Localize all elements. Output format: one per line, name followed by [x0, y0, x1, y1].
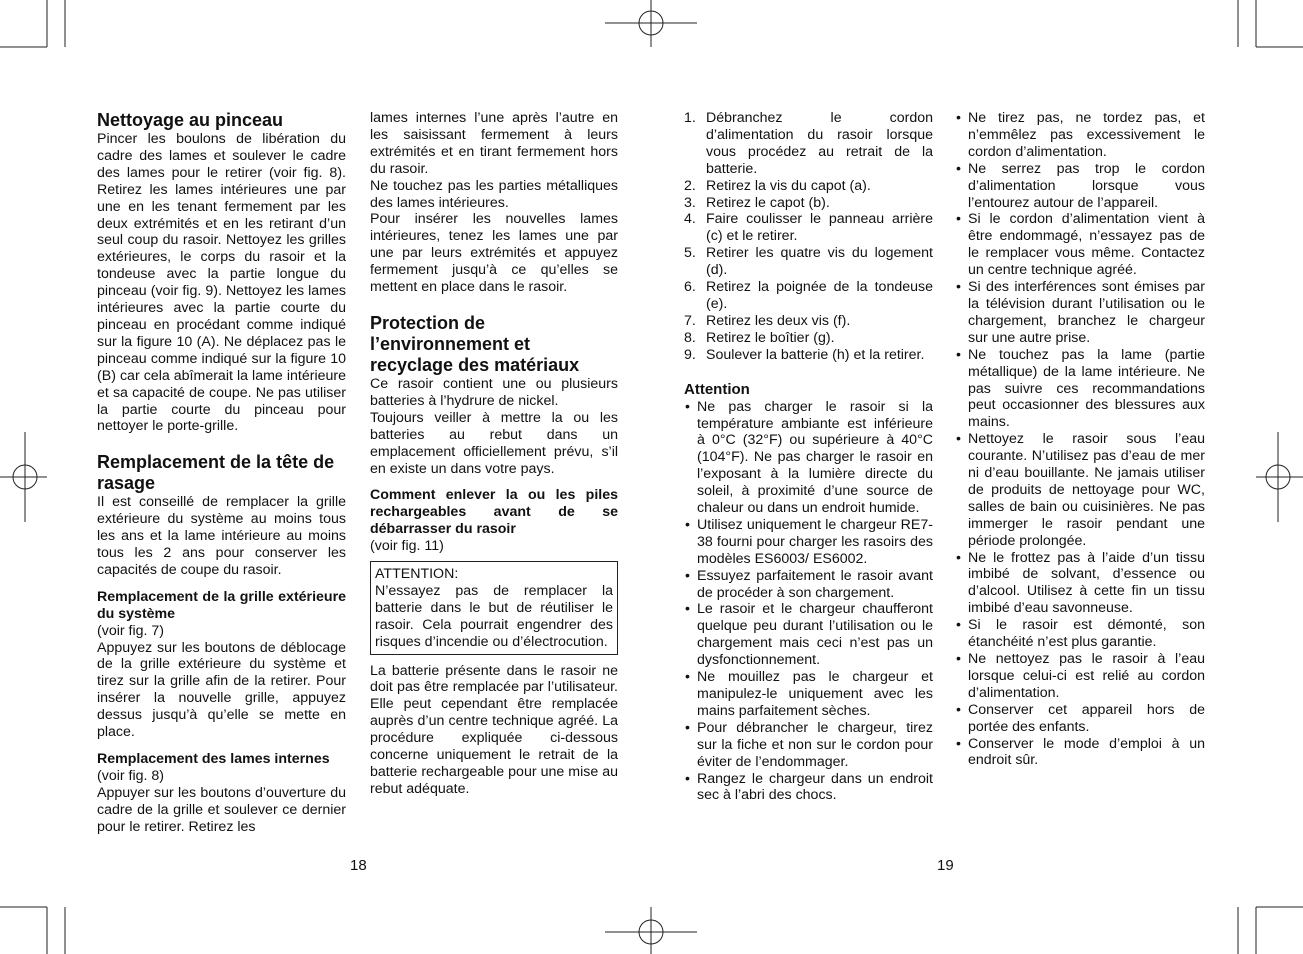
step-item	[684, 279, 933, 313]
attention-bullets-col4	[955, 110, 1205, 769]
bullet-item	[955, 211, 1205, 279]
bullet-dot-icon: •	[956, 701, 961, 718]
bullet-dot-icon: •	[956, 110, 961, 126]
bullet-dot-icon: •	[956, 651, 961, 667]
step-item	[684, 330, 933, 347]
step-text: Faire coulisser le panneau arrière (c) et le retirer.	[706, 211, 933, 245]
column-2	[370, 110, 618, 798]
bullet-item	[684, 568, 933, 602]
bullet-text: Si le rasoir est démonté, son étanchéité n’est plus garantie.	[968, 617, 1205, 651]
step-item	[684, 195, 933, 212]
bullet-item	[684, 771, 933, 805]
bullet-dot-icon: •	[956, 617, 961, 634]
bullet-dot-icon: •	[685, 719, 690, 736]
subsection-title-outer-foil: Remplacement de la grille extérieure du système	[97, 588, 346, 622]
bullet-dot-icon: •	[685, 669, 690, 686]
bullet-item	[955, 279, 1205, 347]
environment-text-2: Toujours veiller à mettre la ou les batteries au rebut dans un emplacement officiellement prévu, s’il en existe un dans votre pays.	[370, 409, 618, 477]
bullet-item	[955, 736, 1205, 770]
bullet-item	[955, 617, 1205, 651]
bullet-dot-icon: •	[956, 279, 961, 296]
step-text: Retirez les deux vis (f).	[706, 312, 851, 329]
bullet-text: Conserver le mode d’emploi à un endroit sûr.	[968, 735, 1205, 769]
step-number: 1.	[684, 110, 696, 126]
bullet-dot-icon: •	[956, 549, 961, 566]
removal-steps-list	[684, 110, 933, 364]
step-item	[684, 211, 933, 245]
bullet-item	[955, 702, 1205, 736]
step-text: Retirez la poignée de la tondeuse (e).	[706, 279, 933, 312]
bullet-text: Conserver cet appareil hors de portée des enfants.	[968, 701, 1205, 735]
bullet-dot-icon: •	[685, 601, 690, 618]
step-number: 8.	[684, 329, 696, 346]
bullet-text: Nettoyez le rasoir sous l’eau courante. N’utilisez pas d’eau de mer ni d’eau bouillante. Ne jamais utiliser de produits de nettoyage pour WC, salles de bain ou cuisinières. Ne pas immerger le rasoir pendant une période prolongée.	[968, 431, 1205, 549]
bullet-dot-icon: •	[685, 770, 690, 787]
step-number: 4.	[684, 211, 696, 228]
bullet-item	[684, 517, 933, 568]
step-number: 3.	[684, 194, 696, 211]
step-text: Débranchez le cordon d’alimentation du rasoir lorsque vous procédez au retrait de la batterie.	[706, 110, 933, 177]
bullet-text: Si des interférences sont émises par la télévision durant l’utilisation ou le chargement, branchez le chargeur sur une autre prise.	[968, 279, 1205, 346]
step-item	[684, 313, 933, 330]
bullet-text: Ne mouillez pas le chargeur et manipulez-le uniquement avec les mains parfaitement sèches.	[697, 669, 933, 719]
bullet-text: Ne serrez pas trop le cordon d’alimentation lorsque vous l’entourez autour de l’appareil.	[968, 160, 1205, 211]
bullet-text: Si le cordon d’alimentation vient à être endommagé, n’essayez pas de le remplacer vous même. Contactez un centre technique agréé.	[968, 211, 1205, 279]
bullet-item	[955, 347, 1205, 432]
inner-blades-text-continued: lames internes l’une après l’autre en les saisissant fermement à leurs extrémités et en tirant fermement hors du rasoir.	[370, 110, 618, 177]
attention-box-text: N’essayez pas de remplacer la batterie dans le but de réutiliser le rasoir. Cela pourrait engendrer des risques d’incendie ou d’électrocution.	[375, 582, 613, 650]
step-number: 6.	[684, 279, 696, 296]
inner-blades-figure-ref: (voir fig. 8)	[97, 767, 165, 784]
bullet-item	[955, 431, 1205, 549]
bullet-text: Ne nettoyez pas le rasoir à l’eau lorsque celui-ci est relié au cordon d’alimentation.	[968, 651, 1205, 701]
bullet-dot-icon: •	[956, 160, 961, 177]
section-title-brush-cleaning: Nettoyage au pinceau	[97, 110, 284, 130]
page-number-left: 18	[350, 857, 367, 874]
attention-bullets-col3	[684, 399, 933, 805]
bullet-dot-icon: •	[956, 735, 961, 752]
bullet-text: Essuyez parfaitement le rasoir avant de procéder à son chargement.	[697, 567, 933, 601]
outer-foil-figure-ref: (voir fig. 7)	[97, 622, 165, 639]
step-text: Retirez le boîtier (g).	[706, 329, 835, 346]
bullet-dot-icon: •	[685, 516, 690, 533]
bullet-item	[955, 550, 1205, 618]
bullet-text: Le rasoir et le chargeur chaufferont quelque peu durant l’utilisation ou le chargement mais ceci n’est pas un dysfonctionnement.	[697, 601, 933, 669]
bullet-dot-icon: •	[685, 398, 690, 415]
bullet-item	[955, 161, 1205, 212]
step-number: 5.	[684, 245, 696, 262]
column-1	[97, 110, 346, 836]
brush-cleaning-text: Pincer les boulons de libération du cadre des lames et soulever le cadre des lames pour le retirer (voir fig. 8). Retirez les lames intérieures une par une en les tenant fermement par les deux extrémités et en les retirant d’un seul coup du rasoir. Nettoyez les grilles extérieures, le corps du rasoir et la tondeuse avec la partie longue du pinceau (voir fig. 9). Nettoyez les lames intérieures avec la partie courte du pinceau en procédant comme indiqué sur la figure 10 (A). Ne déplacez pas le pinceau comme indiqué sur la figure 10 (B) car cela abîmerait la lame intérieure et sa capacité de coupe. Ne pas utiliser la partie courte du pinceau pour nettoyer le porte-grille.	[97, 131, 346, 435]
bullet-dot-icon: •	[956, 346, 961, 363]
bullet-text: Ne pas charger le rasoir si la température ambiante est inférieure à 0°C (32°F) ou supérieure à 40°C (104°F). Ne pas charger le rasoir en l’exposant à la lumière directe du soleil, à proximité d’une source de chaleur ou dans un endroit humide.	[697, 398, 933, 517]
outer-foil-text: Appuyez sur les boutons de déblocage de la grille extérieure du système et tirez sur la grille afin de la retirer. Pour insérer la nouvelle grille, appuyez dessus jusqu’à qu’elle se mette en place.	[97, 639, 346, 741]
bullet-dot-icon: •	[956, 211, 961, 228]
attention-box-title: ATTENTION:	[375, 566, 459, 583]
bullet-item	[684, 601, 933, 669]
head-replacement-text: Il est conseillé de remplacer la grille extérieure du système au moins tous les ans et la lame intérieure au moins tous les 2 ans pour conserver les capacités de coupe du rasoir.	[97, 494, 346, 578]
subsection-title-battery-removal: Comment enlever la ou les piles rechargeables avant de se débarrasser du rasoir	[370, 487, 618, 538]
bullet-item	[955, 110, 1205, 161]
inner-blades-text: Appuyer sur les boutons d’ouverture du cadre de la grille et soulever ce dernier pour le retirer. Retirez les	[97, 784, 346, 835]
inner-blades-warning: Ne touchez pas les parties métalliques des lames intérieures.	[370, 177, 618, 211]
bullet-item	[684, 720, 933, 771]
inner-blades-insert-text: Pour insérer les nouvelles lames intérieures, tenez les lames une par une par leurs extrémités et appuyez fermement jusqu’à ce qu’elles se mettent en place dans le rasoir.	[370, 211, 618, 296]
step-item	[684, 245, 933, 279]
section-title-head-replacement: Remplacement de la tête de rasage	[97, 452, 335, 494]
bullet-text: Ne le frottez pas à l’aide d’un tissu imbibé de solvant, d’essence ou d’alcool. Utilisez à cette fin un tissu imbibé d’eau savonneuse.	[968, 549, 1205, 617]
step-text: Soulever la batterie (h) et la retirer.	[706, 346, 925, 363]
section-title-attention: Attention	[684, 380, 750, 398]
bullet-text: Rangez le chargeur dans un endroit sec à l’abri des chocs.	[697, 770, 933, 804]
battery-note-text: La batterie présente dans le rasoir ne doit pas être remplacée par l’utilisateur. Elle peut cependant être remplacée auprès d’un centre technique agréé. La procédure expliquée ci-dessous concerne uniquement le retrait de la batterie rechargeable pour une mise au rebut adéquate.	[370, 662, 618, 797]
step-item	[684, 110, 933, 178]
bullet-text: Ne tirez pas, ne tordez pas, et n’emmêlez pas excessivement le cordon d’alimentation.	[968, 110, 1205, 160]
section-title-environment: Protection de l’environnement et recyclage des matériaux	[370, 312, 580, 375]
step-number: 9.	[684, 346, 696, 363]
bullet-dot-icon: •	[685, 567, 690, 584]
column-4	[955, 110, 1205, 769]
step-text: Retirez la vis du capot (a).	[706, 177, 871, 194]
bullet-item	[684, 669, 933, 720]
subsection-title-inner-blades: Remplacement des lames internes	[97, 751, 330, 767]
step-text: Retirez le capot (b).	[706, 194, 830, 211]
environment-text-1: Ce rasoir contient une ou plusieurs batteries à l’hydrure de nickel.	[370, 375, 618, 409]
page-number-right: 19	[937, 857, 954, 874]
bullet-item	[684, 399, 933, 517]
step-number: 7.	[684, 312, 696, 329]
step-number: 2.	[684, 177, 696, 194]
battery-removal-figure-ref: (voir fig. 11)	[370, 538, 444, 555]
step-item	[684, 178, 933, 195]
bullet-text: Ne touchez pas la lame (partie métallique) de la lame intérieure. Ne pas suivre ces recommandations peut occasionner des blessures aux mains.	[968, 346, 1205, 431]
bullet-item	[955, 651, 1205, 702]
step-text: Retirer les quatre vis du logement (d).	[706, 245, 933, 279]
attention-box	[370, 561, 618, 655]
step-item	[684, 347, 933, 364]
bullet-text: Pour débrancher le chargeur, tirez sur la fiche et non sur le cordon pour éviter de l’endommager.	[697, 719, 933, 770]
bullet-text: Utilisez uniquement le chargeur RE7-38 fourni pour charger les rasoirs des modèles ES6003/ ES6002.	[697, 516, 933, 567]
column-3	[684, 110, 933, 804]
bullet-dot-icon: •	[956, 431, 961, 448]
